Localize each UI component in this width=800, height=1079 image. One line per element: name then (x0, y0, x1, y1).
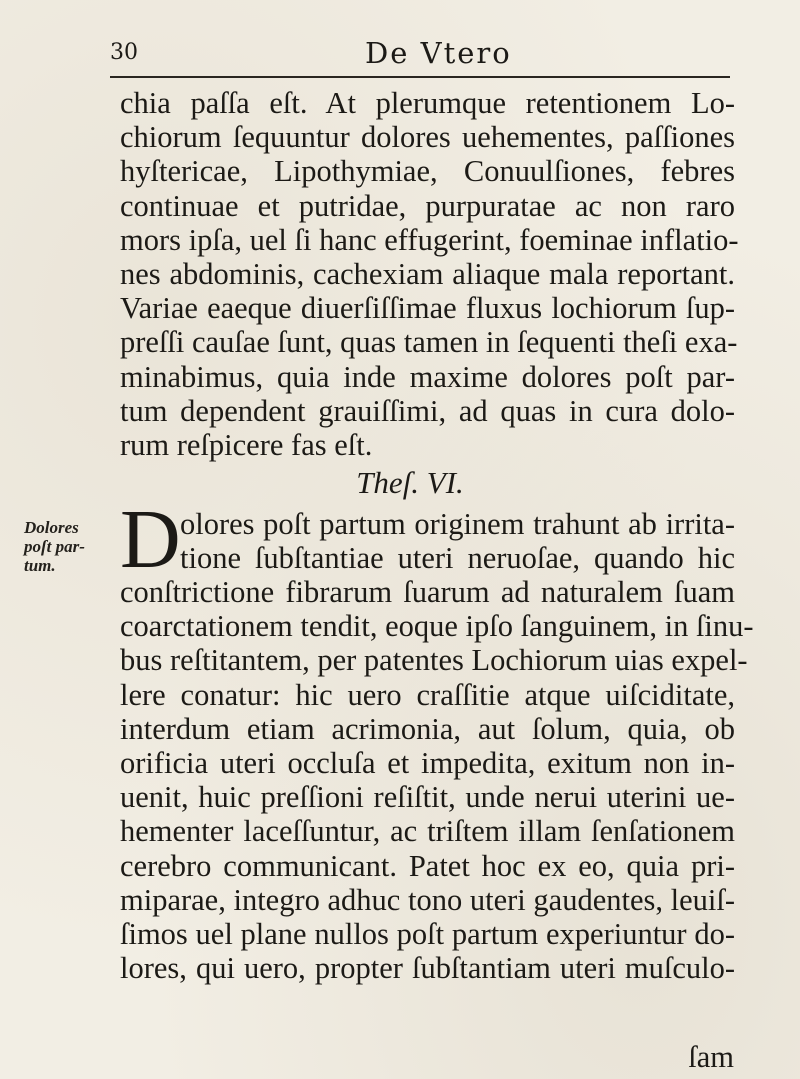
text-line: cerebro communicant. Patet hoc ex eo, quia pri- (120, 848, 735, 883)
text-line: hementer laceſſuntur, ac triſtem illam ſenſationem (120, 814, 735, 849)
text-line: hyſtericae, Lipothymiae, Conuulſiones, febres (120, 154, 735, 189)
page-number: 30 (110, 40, 138, 65)
text-line: olores poſt partum originem trahunt ab irrita- (180, 507, 735, 541)
text-line: preſſi cauſae ſunt, quas tamen in ſequenti theſi exa- (120, 325, 738, 360)
text-line: miparae, integro adhuc tono uteri gaudentes, leuiſ- (120, 882, 735, 917)
text-line: tione ſubſtantiae uteri neruoſae, quando hic (180, 541, 735, 576)
text-line: lere conatur: hic uero craſſitie atque uiſciditate, (120, 677, 735, 712)
text-line: interdum etiam acrimonia, aut ſolum, quia, ob (120, 711, 735, 746)
text-line: ſimos uel plane nullos poſt partum experiuntur do- (120, 917, 735, 952)
paragraph-2-indented-lines (180, 507, 735, 575)
paragraph-2 (120, 575, 754, 986)
header-rule (110, 76, 730, 78)
text-line: continuae et putridae, purpuratae ac non raro (120, 188, 735, 223)
text-line: uenit, huic preſſioni reſiſtit, unde nerui uterini ue- (120, 780, 735, 815)
text-line: chiorum ſequuntur dolores uehementes, paſſiones (120, 120, 735, 155)
text-line: orificia uteri occluſa et impedita, exitum non in- (120, 746, 735, 781)
text-line: mors ipſa, uel ſi hanc effugerint, foeminae inflatio- (120, 222, 739, 257)
text-line: bus reſtitantem, per patentes Lochiorum uias expel- (120, 643, 748, 678)
thesis-heading: Theſ. VI. (356, 465, 464, 500)
text-line: tum dependent grauiſſimi, ad quas in cura dolo- (120, 393, 735, 428)
text-line: lores, qui uero, propter ſubſtantiam uteri muſculo- (120, 951, 735, 986)
text-line: Variae eaeque diuerſiſſimae fluxus lochiorum ſup- (120, 291, 735, 326)
text-line: minabimus, quia inde maxime dolores poſt par- (120, 359, 735, 394)
catchword: ſam (688, 1040, 734, 1074)
text-line: chia paſſa eſt. At plerumque retentionem Lo- (120, 86, 735, 120)
page-header (110, 36, 730, 76)
marginal-note-line: poſt par- (24, 537, 85, 556)
text-line: conſtrictione fibrarum ſuarum ad naturalem ſuam (120, 575, 735, 609)
marginal-note (24, 518, 104, 575)
drop-cap: D (120, 493, 181, 586)
marginal-note-line: tum. (24, 556, 56, 575)
text-line: coarctationem tendit, eoque ipſo ſanguinem, in ſinu- (120, 609, 754, 644)
text-line: nes abdominis, cachexiam aliaque mala reportant. (120, 257, 735, 292)
paragraph-1 (120, 86, 739, 463)
marginal-note-line: Dolores (24, 518, 79, 537)
text-line: rum reſpicere fas eſt. (120, 428, 373, 463)
running-title: De Vtero (365, 36, 512, 70)
